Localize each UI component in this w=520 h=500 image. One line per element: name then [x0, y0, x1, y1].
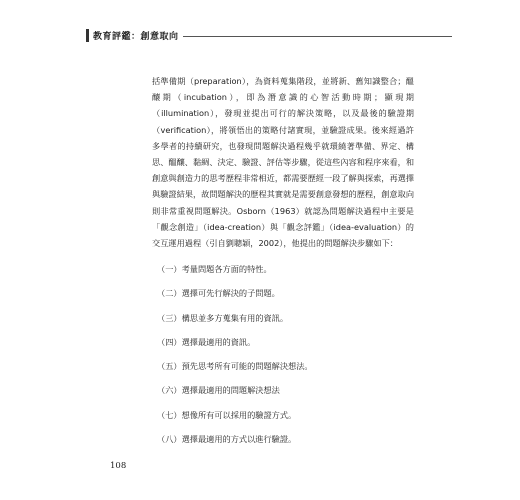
step-item: （三）構思並多方蒐集有用的資訊。 [157, 312, 289, 323]
running-header: 教育評鑑：創意取向 [86, 29, 183, 42]
step-item: （四）選擇最適用的資訊。 [157, 336, 256, 347]
page-number: 108 [110, 461, 127, 471]
body-text [152, 73, 414, 251]
step-item: （八）選擇最適用的方式以進行驗證。 [157, 434, 297, 445]
step-item: （七）想像所有可以採用的驗證方式。 [157, 409, 297, 420]
step-item: （一）考量問題各方面的特性。 [157, 264, 272, 274]
step-item: （二）選擇可先行解決的子問題。 [157, 288, 280, 299]
body-paragraph: 括準備期（preparation），為資料蒐集階段，並將新、舊知識整合；醞釀期（incubation），即為潛意識的心智活動時期；顯現期（illumination），發現並提出可行的解決策略，以及最後的驗證期（verification），將領悟出的策略付諸實現，並驗證成果。後來經過許多學者的持續研究，也發現問題解決過程幾乎就環繞著準備、界定、構思、醞釀、黏綢、決定、驗證、評估等步驟，從這些內容和程序來看，和創意與創造力的思考歷程非常相近，都需要歷經一段了解與探索，再選擇與驗證結果，故問題解決的歷程其實就是需要創意發想的歷程，創意取向則非常重視問題解決。Osborn（1963）就認為問題解決過程中主要是「觀念創造」（idea-creation）與「觀念評鑑」（idea-evaluation）的交互運用過程（引自劉聰穎，2002），他提出的問題解決步驟如下： [152, 76, 415, 249]
step-item: （六）選擇最適用的問題解決想法 [157, 385, 280, 396]
step-item: （五）預先思考所有可能的問題解決想法。 [157, 361, 313, 372]
problem-solving-steps [157, 263, 417, 457]
